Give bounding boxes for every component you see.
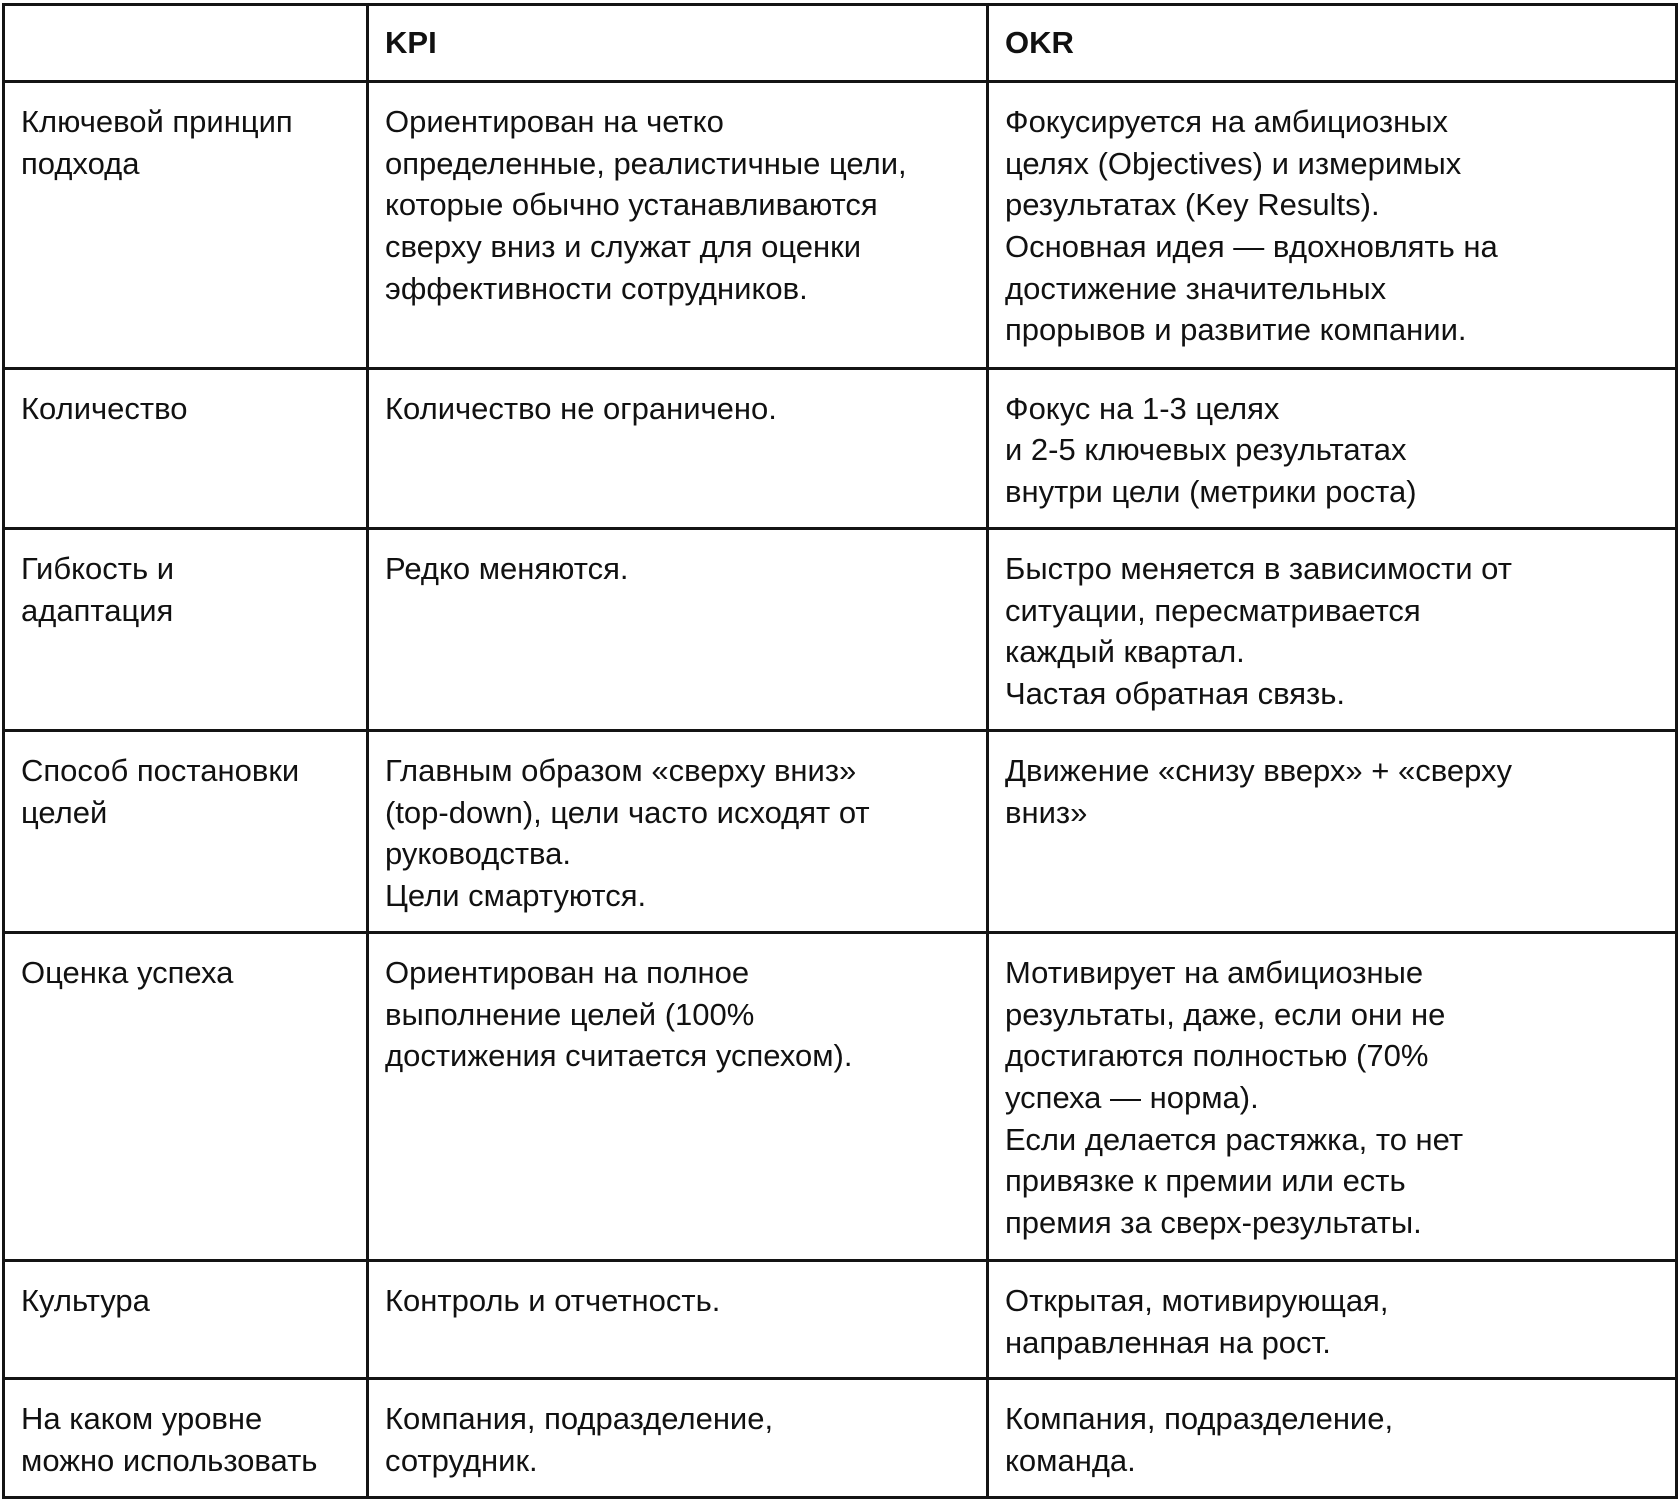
okr-cell: Компания, подразделение, команда. [988, 1379, 1677, 1498]
table-row [4, 933, 1677, 1261]
kpi-cell: Ориентирован на четко определенные, реалистичные цели, которые обычно устанавливаются сверху вниз и служат для оценки эффективности сотрудников. [368, 82, 988, 368]
criterion-cell: Ключевой принцип подхода [4, 82, 368, 368]
okr-cell: Мотивирует на амбициозные результаты, даже, если они не достигаются полностью (70% успеха — норма). Если делается растяжка, то нет привязке к премии или есть премия за сверх-результаты. [988, 933, 1677, 1261]
kpi-cell: Редко меняются. [368, 529, 988, 731]
okr-cell: Движение «снизу вверх» + «сверху вниз» [988, 731, 1677, 933]
kpi-vs-okr-table [2, 3, 1678, 1499]
kpi-cell: Компания, подразделение, сотрудник. [368, 1379, 988, 1498]
kpi-cell: Главным образом «сверху вниз» (top-down), цели часто исходят от руководства. Цели смартуются. [368, 731, 988, 933]
okr-cell: Открытая, мотивирующая, направленная на рост. [988, 1261, 1677, 1379]
table-row [4, 368, 1677, 528]
criterion-cell: На каком уровне можно использовать [4, 1379, 368, 1498]
table-row [4, 1261, 1677, 1379]
table-row [4, 731, 1677, 933]
header-criterion [4, 5, 368, 82]
criterion-cell: Способ постановки целей [4, 731, 368, 933]
criterion-cell: Гибкость и адаптация [4, 529, 368, 731]
table-row [4, 529, 1677, 731]
criterion-cell: Культура [4, 1261, 368, 1379]
table-row [4, 1379, 1677, 1498]
okr-cell: Быстро меняется в зависимости от ситуации, пересматривается каждый квартал. Частая обратная связь. [988, 529, 1677, 731]
header-kpi: KPI [368, 5, 988, 82]
criterion-cell: Оценка успеха [4, 933, 368, 1261]
header-row [4, 5, 1677, 82]
okr-cell: Фокус на 1-3 целях и 2-5 ключевых результатах внутри цели (метрики роста) [988, 368, 1677, 528]
kpi-cell: Количество не ограничено. [368, 368, 988, 528]
header-okr: OKR [988, 5, 1677, 82]
kpi-cell: Ориентирован на полное выполнение целей (100% достижения считается успехом). [368, 933, 988, 1261]
okr-cell: Фокусируется на амбициозных целях (Objectives) и измеримых результатах (Key Results). Основная идея — вдохновлять на достижение значительных прорывов и развитие компании. [988, 82, 1677, 368]
criterion-cell: Количество [4, 368, 368, 528]
kpi-cell: Контроль и отчетность. [368, 1261, 988, 1379]
table-row [4, 82, 1677, 368]
